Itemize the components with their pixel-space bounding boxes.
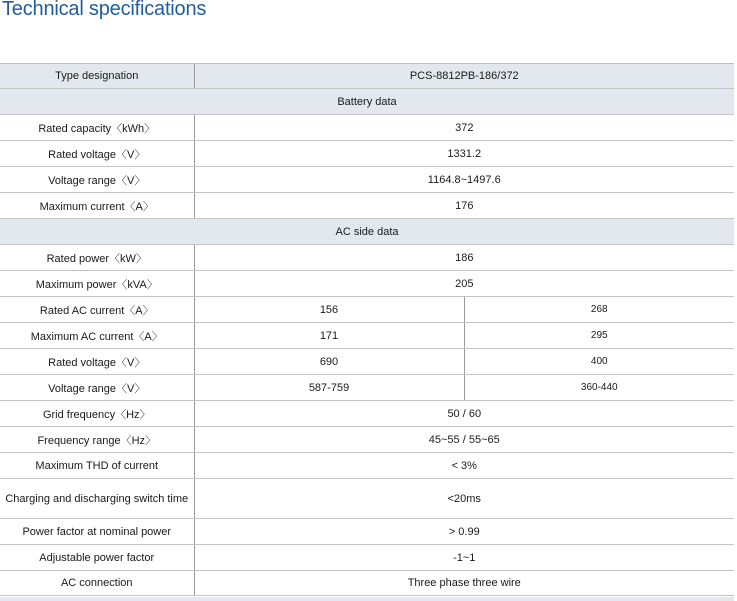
type-designation-label: Type designation	[0, 64, 194, 89]
row-value-b: 268	[464, 297, 734, 323]
row-value: 1164.8~1497.6	[194, 167, 734, 193]
row-label: AC connection	[0, 571, 194, 596]
row-value-a: 171	[194, 323, 464, 349]
row-label: Rated capacity〈kWh〉	[0, 115, 194, 141]
table-row	[0, 193, 734, 219]
table-row	[0, 571, 734, 596]
row-label: Rated power〈kW〉	[0, 245, 194, 271]
table-row	[0, 245, 734, 271]
table-row	[0, 401, 734, 427]
row-value: > 0.99	[194, 519, 734, 545]
table-row	[0, 349, 734, 375]
row-value-b: 295	[464, 323, 734, 349]
row-value: 1331.2	[194, 141, 734, 167]
row-value: < 3%	[194, 453, 734, 479]
row-label: Voltage range〈V〉	[0, 375, 194, 401]
table-row	[0, 271, 734, 297]
spec-table	[0, 64, 734, 596]
row-label: Grid frequency〈Hz〉	[0, 401, 194, 427]
row-value: 45~55 / 55~65	[194, 427, 734, 453]
table-row	[0, 427, 734, 453]
row-value: 176	[194, 193, 734, 219]
row-label: Charging and discharging switch time	[0, 479, 194, 519]
table-header-row	[0, 64, 734, 89]
row-value-b: 400	[464, 349, 734, 375]
row-label: Rated voltage〈V〉	[0, 141, 194, 167]
type-designation-value: PCS-8812PB-186/372	[194, 64, 734, 89]
table-row	[0, 479, 734, 519]
table-row	[0, 323, 734, 349]
table-row	[0, 167, 734, 193]
row-label: Rated voltage〈V〉	[0, 349, 194, 375]
row-value: 186	[194, 245, 734, 271]
row-label: Maximum THD of current	[0, 453, 194, 479]
section-title-battery: Battery data	[0, 89, 734, 115]
row-value-a: 690	[194, 349, 464, 375]
row-label: Rated AC current〈A〉	[0, 297, 194, 323]
table-row	[0, 297, 734, 323]
row-label: Power factor at nominal power	[0, 519, 194, 545]
table-row	[0, 453, 734, 479]
row-label: Voltage range〈V〉	[0, 167, 194, 193]
row-value-b: 360-440	[464, 375, 734, 401]
section-row-ac	[0, 219, 734, 245]
row-value: <20ms	[194, 479, 734, 519]
page-title: Technical specifications	[2, 0, 207, 20]
row-label: Maximum current〈A〉	[0, 193, 194, 219]
row-value: 372	[194, 115, 734, 141]
row-value-a: 587-759	[194, 375, 464, 401]
table-row	[0, 519, 734, 545]
row-value: Three phase three wire	[194, 571, 734, 596]
table-bottom-bar	[0, 597, 734, 601]
row-label: Maximum power〈kVA〉	[0, 271, 194, 297]
row-value-a: 156	[194, 297, 464, 323]
row-value: -1~1	[194, 545, 734, 571]
table-row	[0, 375, 734, 401]
row-label: Adjustable power factor	[0, 545, 194, 571]
table-row	[0, 115, 734, 141]
table-row	[0, 545, 734, 571]
table-row	[0, 141, 734, 167]
row-label: Maximum AC current〈A〉	[0, 323, 194, 349]
row-label: Frequency range〈Hz〉	[0, 427, 194, 453]
row-value: 205	[194, 271, 734, 297]
section-title-ac: AC side data	[0, 219, 734, 245]
row-value: 50 / 60	[194, 401, 734, 427]
section-row-battery	[0, 89, 734, 115]
